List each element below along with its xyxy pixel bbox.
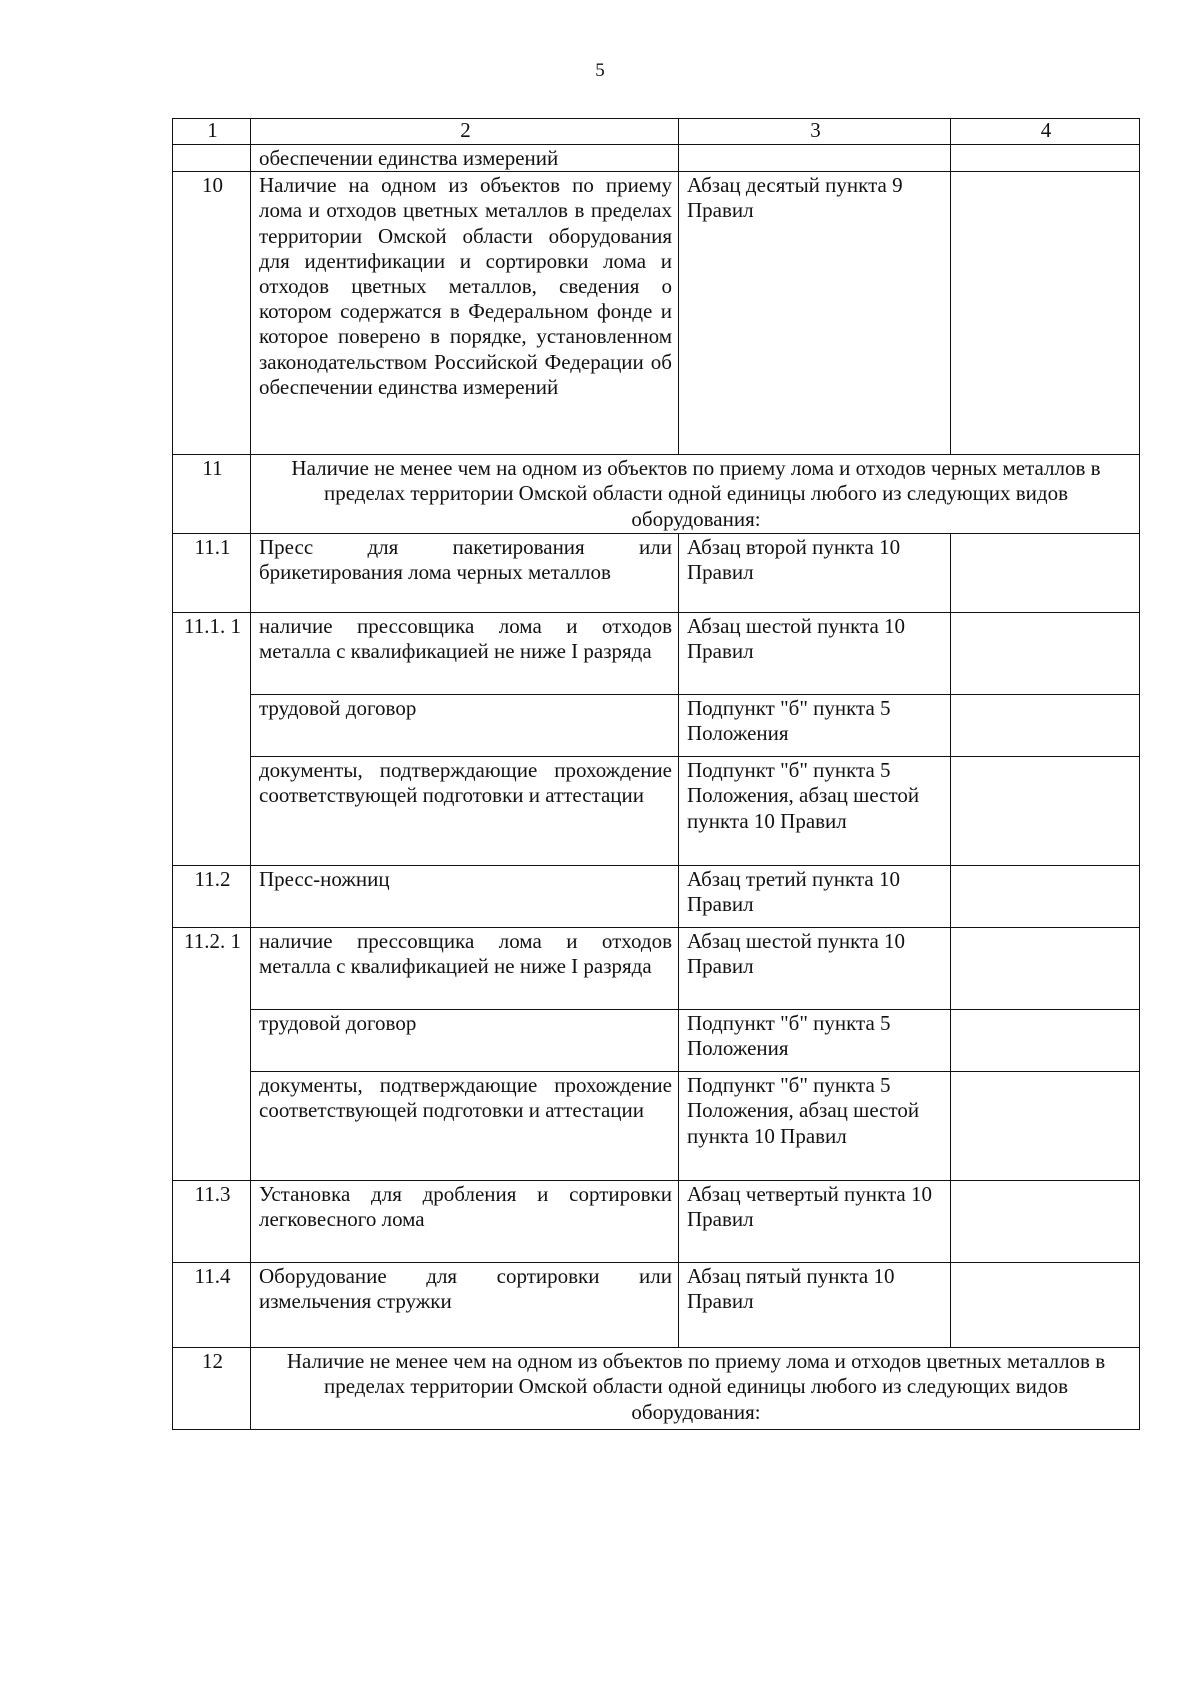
row-number: 11.2	[173, 866, 251, 928]
requirement-text: Оборудование для сортировки или измельчения стружки	[251, 1263, 679, 1348]
legal-basis: Абзац десятый пункта 9 Правил	[679, 172, 951, 455]
notes-cell	[951, 172, 1140, 455]
row-number: 11.2. 1	[173, 928, 251, 1181]
table-row	[173, 928, 1140, 1010]
section-heading: Наличие не менее чем на одном из объектов по приему лома и отходов цветных металлов в пределах территории Омской области одной единицы любого из следующих видов оборудования:	[251, 1348, 1140, 1430]
legal-basis: Подпункт "б" пункта 5 Положения	[679, 695, 951, 757]
table-row	[173, 866, 1140, 928]
section-heading: Наличие не менее чем на одном из объектов по приему лома и отходов черных металлов в пределах территории Омской области одной единицы любого из следующих видов оборудования:	[251, 455, 1140, 534]
legal-basis: Абзац шестой пункта 10 Правил	[679, 928, 951, 1010]
row-number: 11	[173, 455, 251, 534]
column-header-4: 4	[951, 119, 1140, 145]
requirement-text: документы, подтверждающие прохождение соответствующей подготовки и аттестации	[251, 757, 679, 866]
notes-cell	[951, 613, 1140, 695]
table-row	[173, 1181, 1140, 1263]
legal-basis: Подпункт "б" пункта 5 Положения, абзац шестой пункта 10 Правил	[679, 1072, 951, 1181]
requirement-text: Наличие на одном из объектов по приему лома и отходов цветных металлов в пределах территории Омской области оборудования для идентификации и сортировки лома и отходов цветных металлов, сведения о котором содержатся в Федеральном фонде и которое поверено в порядке, установленном законодательством Российской Федерации об обеспечении единства измерений	[251, 172, 679, 455]
requirement-text: обеспечении единства измерений	[251, 145, 679, 172]
table-header-row	[173, 119, 1140, 145]
legal-basis: Абзац четвертый пункта 10 Правил	[679, 1181, 951, 1263]
notes-cell	[951, 1181, 1140, 1263]
row-number: 11.4	[173, 1263, 251, 1348]
legal-basis: Подпункт "б" пункта 5 Положения	[679, 1010, 951, 1072]
table-row	[173, 1072, 1140, 1181]
legal-basis	[679, 145, 951, 172]
requirement-text: наличие прессовщика лома и отходов металла с квалификацией не ниже I разряда	[251, 613, 679, 695]
column-header-3: 3	[679, 119, 951, 145]
requirement-text: Установка для дробления и сортировки легковесного лома	[251, 1181, 679, 1263]
table-row-section	[173, 455, 1140, 534]
table-row	[173, 1263, 1140, 1348]
requirements-table	[172, 118, 1140, 1430]
table-row	[173, 534, 1140, 613]
row-number: 11.1	[173, 534, 251, 613]
requirement-text: наличие прессовщика лома и отходов металла с квалификацией не ниже I разряда	[251, 928, 679, 1010]
row-number: 11.3	[173, 1181, 251, 1263]
legal-basis: Абзац пятый пункта 10 Правил	[679, 1263, 951, 1348]
notes-cell	[951, 757, 1140, 866]
table-row	[173, 695, 1140, 757]
row-number: 10	[173, 172, 251, 455]
requirement-text: трудовой договор	[251, 695, 679, 757]
row-number: 11.1. 1	[173, 613, 251, 866]
notes-cell	[951, 145, 1140, 172]
requirement-text: документы, подтверждающие прохождение соответствующей подготовки и аттестации	[251, 1072, 679, 1181]
notes-cell	[951, 534, 1140, 613]
table-row	[173, 613, 1140, 695]
table-row-section	[173, 1348, 1140, 1430]
legal-basis: Абзац шестой пункта 10 Правил	[679, 613, 951, 695]
notes-cell	[951, 928, 1140, 1010]
notes-cell	[951, 866, 1140, 928]
requirement-text: трудовой договор	[251, 1010, 679, 1072]
row-number: 12	[173, 1348, 251, 1430]
page-number: 5	[595, 60, 605, 81]
requirement-text: Пресс для пакетирования или брикетирования лома черных металлов	[251, 534, 679, 613]
table-row	[173, 145, 1140, 172]
notes-cell	[951, 1010, 1140, 1072]
row-number	[173, 145, 251, 172]
requirement-text: Пресс-ножниц	[251, 866, 679, 928]
notes-cell	[951, 1072, 1140, 1181]
notes-cell	[951, 695, 1140, 757]
column-header-1: 1	[173, 119, 251, 145]
column-header-2: 2	[251, 119, 679, 145]
notes-cell	[951, 1263, 1140, 1348]
table-row	[173, 757, 1140, 866]
table-row	[173, 172, 1140, 455]
legal-basis: Абзац второй пункта 10 Правил	[679, 534, 951, 613]
legal-basis: Подпункт "б" пункта 5 Положения, абзац шестой пункта 10 Правил	[679, 757, 951, 866]
legal-basis: Абзац третий пункта 10 Правил	[679, 866, 951, 928]
table-row	[173, 1010, 1140, 1072]
